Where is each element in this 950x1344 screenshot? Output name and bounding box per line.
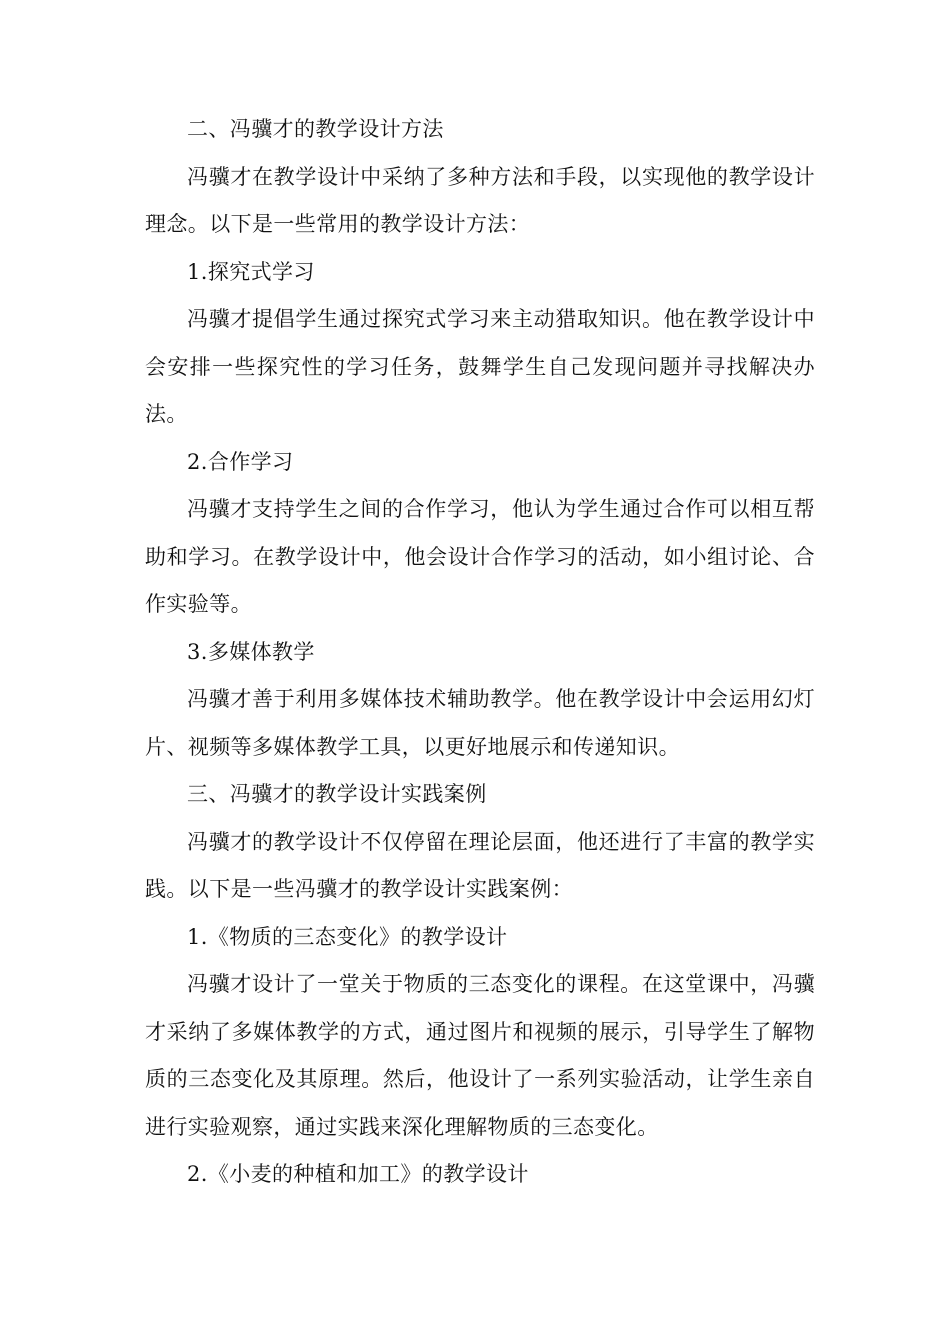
subheading-inquiry-learning: 1.探究式学习: [187, 259, 315, 284]
paragraph-methods-intro: 冯骥才在教学设计中采纳了多种方法和手段，以实现他的教学设计理念。以下是一些常用的教学设计方法：: [145, 164, 815, 236]
subheading-case-states-of-matter: 1.《物质的三态变化》的教学设计: [187, 924, 508, 949]
paragraph-cooperative-learning: 冯骥才支持学生之间的合作学习，他认为学生通过合作可以相互帮助和学习。在教学设计中，他会设计合作学习的活动，如小组讨论、合作实验等。: [145, 497, 815, 616]
paragraph-case-states-of-matter: 冯骥才设计了一堂关于物质的三态变化的课程。在这堂课中，冯骥才采纳了多媒体教学的方式，通过图片和视频的展示，引导学生了解物质的三态变化及其原理。然后，他设计了一系列实验活动，让学生亲自进行实验观察，通过实践来深化理解物质的三态变化。: [145, 972, 815, 1139]
subheading-multimedia-teaching: 3.多媒体教学: [187, 639, 315, 664]
paragraph-inquiry-learning: 冯骥才提倡学生通过探究式学习来主动猎取知识。他在教学设计中会安排一些探究性的学习任务，鼓舞学生自己发现问题并寻找解决办法。: [145, 307, 815, 426]
paragraph-cases-intro: 冯骥才的教学设计不仅停留在理论层面，他还进行了丰富的教学实践。以下是一些冯骥才的教学设计实践案例：: [145, 829, 815, 901]
subheading-case-wheat: 2.《小麦的种植和加工》的教学设计: [187, 1162, 529, 1186]
document-body: [145, 106, 815, 1199]
paragraph-multimedia-teaching: 冯骥才善于利用多媒体技术辅助教学。他在教学设计中会运用幻灯片、视频等多媒体教学工具，以更好地展示和传递知识。: [145, 687, 815, 759]
subheading-cooperative-learning: 2.合作学习: [187, 449, 294, 474]
section-heading-cases: 三、冯骥才的教学设计实践案例: [187, 782, 487, 806]
section-heading-methods: 二、冯骥才的教学设计方法: [187, 117, 444, 141]
